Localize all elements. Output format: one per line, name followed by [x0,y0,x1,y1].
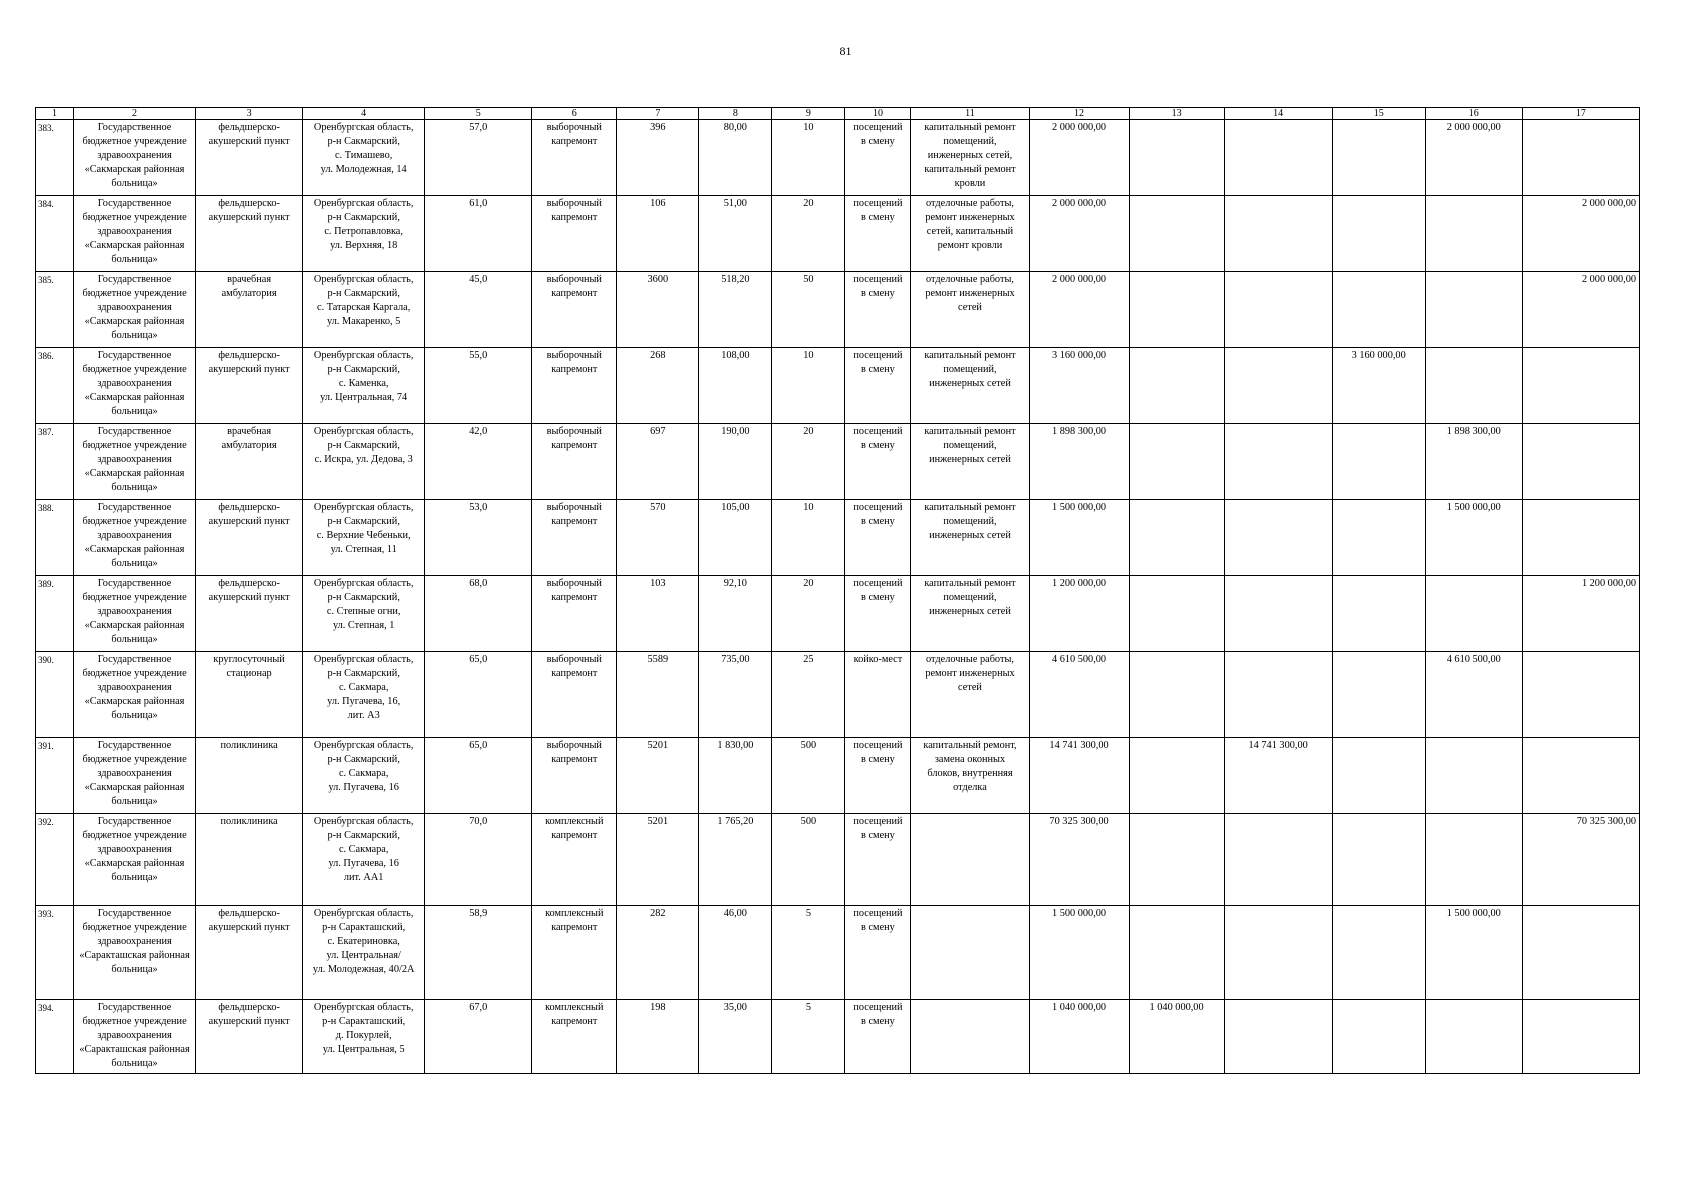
table-row [36,424,1640,500]
cell-wear-percent: 70,0 [425,814,532,906]
cell-cost-col-16 [1425,196,1522,272]
cell-cost-col-16 [1425,272,1522,348]
column-header-6: 6 [532,108,617,120]
cell-cost-col-13 [1129,500,1224,576]
cell-cost-col-15 [1332,1000,1425,1074]
cell-wear-percent: 67,0 [425,1000,532,1074]
cell-wear-percent: 61,0 [425,196,532,272]
renovation-table [35,107,1640,1074]
cell-capacity: 20 [772,576,845,652]
cell-capacity-unit: посещений в смену [845,196,911,272]
cell-address: Оренбургская область, р-н Сакмарский, с. Сакмара, ул. Пугачева, 16 [303,738,425,814]
cell-cost-col-16: 4 610 500,00 [1425,652,1522,738]
column-header-2: 2 [74,108,196,120]
cell-address: Оренбургская область, р-н Сакмарский, с. Искра, ул. Дедова, 3 [303,424,425,500]
cell-total-cost: 1 500 000,00 [1029,906,1129,1000]
cell-cost-col-16: 1 898 300,00 [1425,424,1522,500]
cell-row-number: 390. [36,652,74,738]
cell-repair-type: выборочный капремонт [532,500,617,576]
cell-organization: Государственное бюджетное учреждение здравоохранения «Сакмарская районная больница» [74,814,196,906]
cell-capacity: 5 [772,1000,845,1074]
cell-cost-col-15 [1332,500,1425,576]
cell-organization: Государственное бюджетное учреждение здравоохранения «Сакмарская районная больница» [74,652,196,738]
cell-cost-col-17: 70 325 300,00 [1522,814,1639,906]
cell-organization: Государственное бюджетное учреждение здравоохранения «Сакмарская районная больница» [74,424,196,500]
cell-repair-type: выборочный капремонт [532,652,617,738]
cell-facility-type: поликлиника [196,738,303,814]
cell-col-7-value: 5201 [617,738,699,814]
cell-organization: Государственное бюджетное учреждение здравоохранения «Сакмарская районная больница» [74,500,196,576]
cell-wear-percent: 53,0 [425,500,532,576]
cell-organization: Государственное бюджетное учреждение здравоохранения «Сакмарская районная больница» [74,272,196,348]
cell-row-number: 385. [36,272,74,348]
cell-col-7-value: 282 [617,906,699,1000]
cell-wear-percent: 45,0 [425,272,532,348]
cell-cost-col-15 [1332,196,1425,272]
cell-repair-type: комплексный капремонт [532,814,617,906]
table-row [36,814,1640,906]
cell-area: 46,00 [699,906,772,1000]
cell-cost-col-13 [1129,576,1224,652]
cell-total-cost: 14 741 300,00 [1029,738,1129,814]
table-row [36,348,1640,424]
cell-capacity: 5 [772,906,845,1000]
cell-organization: Государственное бюджетное учреждение здравоохранения «Сакмарская районная больница» [74,348,196,424]
cell-repair-type: выборочный капремонт [532,272,617,348]
cell-capacity: 10 [772,120,845,196]
cell-capacity: 20 [772,196,845,272]
cell-capacity: 500 [772,814,845,906]
cell-total-cost: 2 000 000,00 [1029,196,1129,272]
cell-address: Оренбургская область, р-н Сакмарский, с. Татарская Каргала, ул. Макаренко, 5 [303,272,425,348]
cell-facility-type: фельдшерско- акушерский пункт [196,500,303,576]
column-header-3: 3 [196,108,303,120]
cell-facility-type: круглосуточный стационар [196,652,303,738]
cell-cost-col-17 [1522,652,1639,738]
cell-facility-type: фельдшерско- акушерский пункт [196,348,303,424]
cell-organization: Государственное бюджетное учреждение здравоохранения «Сакмарская районная больница» [74,576,196,652]
cell-works-description: отделочные работы, ремонт инженерных сетей, капитальный ремонт кровли [911,196,1029,272]
cell-facility-type: фельдшерско- акушерский пункт [196,906,303,1000]
cell-wear-percent: 58,9 [425,906,532,1000]
cell-row-number: 386. [36,348,74,424]
cell-cost-col-15 [1332,120,1425,196]
cell-repair-type: выборочный капремонт [532,424,617,500]
cell-organization: Государственное бюджетное учреждение здравоохранения «Сакмарская районная больница» [74,120,196,196]
cell-total-cost: 1 500 000,00 [1029,500,1129,576]
cell-capacity-unit: посещений в смену [845,1000,911,1074]
cell-row-number: 392. [36,814,74,906]
cell-repair-type: выборочный капремонт [532,196,617,272]
cell-cost-col-17 [1522,120,1639,196]
cell-cost-col-14 [1224,424,1332,500]
cell-area: 105,00 [699,500,772,576]
table-row [36,272,1640,348]
cell-row-number: 387. [36,424,74,500]
cell-capacity-unit: посещений в смену [845,814,911,906]
cell-works-description: капитальный ремонт помещений, инженерных сетей [911,500,1029,576]
cell-facility-type: поликлиника [196,814,303,906]
cell-cost-col-14 [1224,500,1332,576]
table-row [36,120,1640,196]
cell-works-description: капитальный ремонт помещений, инженерных сетей [911,424,1029,500]
cell-cost-col-14 [1224,120,1332,196]
cell-wear-percent: 68,0 [425,576,532,652]
cell-cost-col-17: 1 200 000,00 [1522,576,1639,652]
cell-facility-type: фельдшерско- акушерский пункт [196,1000,303,1074]
cell-area: 92,10 [699,576,772,652]
cell-cost-col-14: 14 741 300,00 [1224,738,1332,814]
cell-total-cost: 70 325 300,00 [1029,814,1129,906]
cell-repair-type: комплексный капремонт [532,1000,617,1074]
table-row [36,1000,1640,1074]
cell-cost-col-14 [1224,348,1332,424]
cell-col-7-value: 106 [617,196,699,272]
cell-cost-col-15: 3 160 000,00 [1332,348,1425,424]
cell-cost-col-14 [1224,814,1332,906]
cell-capacity-unit: посещений в смену [845,906,911,1000]
cell-capacity-unit: посещений в смену [845,348,911,424]
cell-address: Оренбургская область, р-н Сакмарский, с. Тимашево, ул. Молодежная, 14 [303,120,425,196]
cell-area: 1 830,00 [699,738,772,814]
cell-cost-col-17 [1522,348,1639,424]
table-row [36,576,1640,652]
cell-total-cost: 1 200 000,00 [1029,576,1129,652]
cell-cost-col-17 [1522,1000,1639,1074]
cell-capacity: 10 [772,500,845,576]
column-header-15: 15 [1332,108,1425,120]
cell-repair-type: комплексный капремонт [532,906,617,1000]
column-header-10: 10 [845,108,911,120]
cell-area: 80,00 [699,120,772,196]
cell-total-cost: 1 898 300,00 [1029,424,1129,500]
cell-repair-type: выборочный капремонт [532,348,617,424]
cell-row-number: 384. [36,196,74,272]
column-header-8: 8 [699,108,772,120]
cell-cost-col-17: 2 000 000,00 [1522,272,1639,348]
cell-works-description [911,814,1029,906]
table-row [36,906,1640,1000]
cell-cost-col-14 [1224,576,1332,652]
cell-cost-col-17 [1522,906,1639,1000]
cell-facility-type: фельдшерско- акушерский пункт [196,576,303,652]
cell-total-cost: 3 160 000,00 [1029,348,1129,424]
cell-capacity-unit: посещений в смену [845,424,911,500]
cell-area: 51,00 [699,196,772,272]
cell-wear-percent: 57,0 [425,120,532,196]
cell-works-description [911,906,1029,1000]
cell-capacity: 10 [772,348,845,424]
cell-col-7-value: 198 [617,1000,699,1074]
cell-capacity: 20 [772,424,845,500]
cell-cost-col-17: 2 000 000,00 [1522,196,1639,272]
cell-works-description: капитальный ремонт помещений, инженерных сетей [911,576,1029,652]
cell-cost-col-17 [1522,424,1639,500]
cell-works-description: капитальный ремонт, замена оконных блоков, внутренняя отделка [911,738,1029,814]
column-header-1: 1 [36,108,74,120]
cell-cost-col-15 [1332,272,1425,348]
cell-total-cost: 4 610 500,00 [1029,652,1129,738]
cell-capacity-unit: посещений в смену [845,272,911,348]
cell-col-7-value: 396 [617,120,699,196]
cell-organization: Государственное бюджетное учреждение здравоохранения «Саракташская районная больница» [74,1000,196,1074]
column-header-12: 12 [1029,108,1129,120]
cell-address: Оренбургская область, р-н Саракташский, с. Екатериновка, ул. Центральная/ ул. Молодежная, 40/2А [303,906,425,1000]
cell-facility-type: фельдшерско- акушерский пункт [196,196,303,272]
cell-cost-col-16: 1 500 000,00 [1425,500,1522,576]
cell-wear-percent: 65,0 [425,652,532,738]
cell-capacity: 500 [772,738,845,814]
cell-cost-col-13 [1129,424,1224,500]
cell-wear-percent: 65,0 [425,738,532,814]
cell-facility-type: врачебная амбулатория [196,272,303,348]
cell-area: 35,00 [699,1000,772,1074]
cell-cost-col-16 [1425,348,1522,424]
cell-cost-col-17 [1522,738,1639,814]
table-row [36,652,1640,738]
cell-works-description: отделочные работы, ремонт инженерных сетей [911,272,1029,348]
cell-works-description: капитальный ремонт помещений, инженерных сетей [911,348,1029,424]
cell-cost-col-13 [1129,906,1224,1000]
cell-capacity-unit: посещений в смену [845,738,911,814]
cell-col-7-value: 570 [617,500,699,576]
cell-cost-col-13: 1 040 000,00 [1129,1000,1224,1074]
cell-capacity: 50 [772,272,845,348]
cell-col-7-value: 103 [617,576,699,652]
cell-cost-col-13 [1129,652,1224,738]
cell-repair-type: выборочный капремонт [532,120,617,196]
cell-total-cost: 1 040 000,00 [1029,1000,1129,1074]
cell-cost-col-14 [1224,906,1332,1000]
cell-address: Оренбургская область, р-н Сакмарский, с. Петропавловка, ул. Верхняя, 18 [303,196,425,272]
cell-cost-col-13 [1129,196,1224,272]
cell-wear-percent: 42,0 [425,424,532,500]
cell-cost-col-16: 1 500 000,00 [1425,906,1522,1000]
column-header-11: 11 [911,108,1029,120]
cell-cost-col-14 [1224,652,1332,738]
cell-address: Оренбургская область, р-н Сакмарский, с. Сакмара, ул. Пугачева, 16 лит. АА1 [303,814,425,906]
cell-cost-col-16 [1425,738,1522,814]
cell-capacity-unit: посещений в смену [845,576,911,652]
cell-address: Оренбургская область, р-н Сакмарский, с. Каменка, ул. Центральная, 74 [303,348,425,424]
cell-address: Оренбургская область, р-н Саракташский, д. Покурлей, ул. Центральная, 5 [303,1000,425,1074]
cell-repair-type: выборочный капремонт [532,576,617,652]
cell-area: 518,20 [699,272,772,348]
cell-area: 108,00 [699,348,772,424]
cell-total-cost: 2 000 000,00 [1029,272,1129,348]
cell-works-description: отделочные работы, ремонт инженерных сетей [911,652,1029,738]
cell-facility-type: фельдшерско- акушерский пункт [196,120,303,196]
cell-cost-col-13 [1129,272,1224,348]
table-row [36,196,1640,272]
cell-cost-col-15 [1332,906,1425,1000]
cell-cost-col-15 [1332,652,1425,738]
cell-cost-col-14 [1224,272,1332,348]
cell-capacity-unit: посещений в смену [845,500,911,576]
cell-row-number: 383. [36,120,74,196]
table-row [36,500,1640,576]
cell-cost-col-15 [1332,424,1425,500]
cell-works-description: капитальный ремонт помещений, инженерных сетей, капитальный ремонт кровли [911,120,1029,196]
cell-cost-col-16: 2 000 000,00 [1425,120,1522,196]
cell-cost-col-16 [1425,1000,1522,1074]
cell-area: 1 765,20 [699,814,772,906]
cell-wear-percent: 55,0 [425,348,532,424]
cell-cost-col-13 [1129,738,1224,814]
cell-capacity-unit: койко-мест [845,652,911,738]
cell-cost-col-15 [1332,576,1425,652]
cell-cost-col-16 [1425,814,1522,906]
column-header-9: 9 [772,108,845,120]
cell-address: Оренбургская область, р-н Сакмарский, с. Сакмара, ул. Пугачева, 16, лит. А3 [303,652,425,738]
cell-organization: Государственное бюджетное учреждение здравоохранения «Саракташская районная больница» [74,906,196,1000]
cell-col-7-value: 5201 [617,814,699,906]
cell-row-number: 388. [36,500,74,576]
cell-col-7-value: 5589 [617,652,699,738]
cell-col-7-value: 3600 [617,272,699,348]
column-header-14: 14 [1224,108,1332,120]
cell-cost-col-15 [1332,814,1425,906]
cell-row-number: 391. [36,738,74,814]
cell-address: Оренбургская область, р-н Сакмарский, с. Степные огни, ул. Степная, 1 [303,576,425,652]
cell-total-cost: 2 000 000,00 [1029,120,1129,196]
cell-cost-col-13 [1129,120,1224,196]
cell-capacity-unit: посещений в смену [845,120,911,196]
cell-cost-col-14 [1224,1000,1332,1074]
column-header-7: 7 [617,108,699,120]
cell-address: Оренбургская область, р-н Сакмарский, с. Верхние Чебеньки, ул. Степная, 11 [303,500,425,576]
cell-cost-col-14 [1224,196,1332,272]
column-header-16: 16 [1425,108,1522,120]
table-row [36,738,1640,814]
cell-organization: Государственное бюджетное учреждение здравоохранения «Сакмарская районная больница» [74,738,196,814]
cell-facility-type: врачебная амбулатория [196,424,303,500]
column-header-5: 5 [425,108,532,120]
page-number: 81 [839,44,852,58]
cell-repair-type: выборочный капремонт [532,738,617,814]
column-number-header [36,108,1640,120]
cell-cost-col-15 [1332,738,1425,814]
cell-cost-col-13 [1129,814,1224,906]
cell-organization: Государственное бюджетное учреждение здравоохранения «Сакмарская районная больница» [74,196,196,272]
cell-capacity: 25 [772,652,845,738]
cell-row-number: 389. [36,576,74,652]
cell-cost-col-17 [1522,500,1639,576]
cell-area: 735,00 [699,652,772,738]
cell-row-number: 393. [36,906,74,1000]
cell-area: 190,00 [699,424,772,500]
cell-col-7-value: 268 [617,348,699,424]
column-header-17: 17 [1522,108,1639,120]
cell-works-description [911,1000,1029,1074]
cell-cost-col-16 [1425,576,1522,652]
cell-cost-col-13 [1129,348,1224,424]
cell-row-number: 394. [36,1000,74,1074]
column-header-13: 13 [1129,108,1224,120]
column-header-4: 4 [303,108,425,120]
cell-col-7-value: 697 [617,424,699,500]
